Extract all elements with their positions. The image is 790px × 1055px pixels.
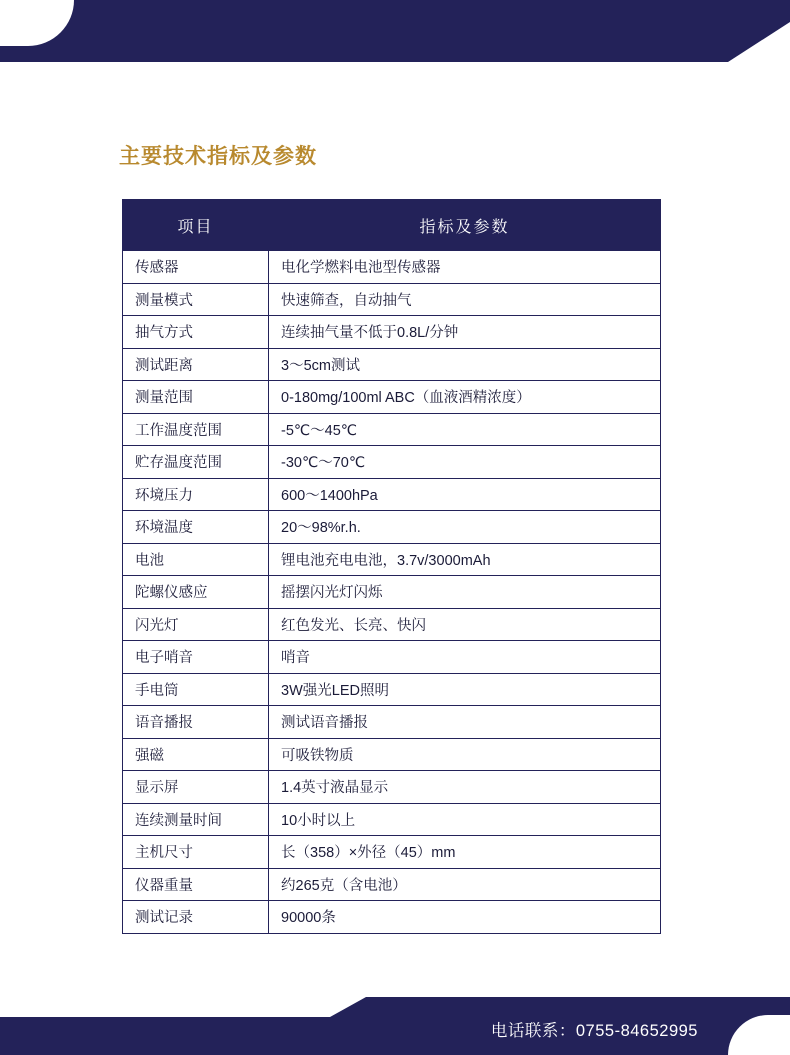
row-value: 90000条 — [269, 901, 661, 934]
table-row — [123, 868, 661, 901]
row-label: 连续测量时间 — [123, 803, 269, 836]
table-row — [123, 283, 661, 316]
page-title: 主要技术指标及参数 — [119, 145, 317, 168]
table-header-row — [123, 200, 661, 251]
row-label: 仪器重量 — [123, 868, 269, 901]
row-value: 约265克（含电池） — [269, 868, 661, 901]
row-value: 摇摆闪光灯闪烁 — [269, 576, 661, 609]
row-label: 主机尺寸 — [123, 836, 269, 869]
row-value: 长（358）×外径（45）mm — [269, 836, 661, 869]
contact-phone: 电话联系：0755-84652995 — [490, 1022, 698, 1040]
row-label: 贮存温度范围 — [123, 446, 269, 479]
table-row — [123, 381, 661, 414]
row-value: 锂电池充电电池，3.7v/3000mAh — [269, 543, 661, 576]
row-label: 陀螺仪感应 — [123, 576, 269, 609]
row-label: 强磁 — [123, 738, 269, 771]
column-header-value: 指标及参数 — [269, 200, 661, 251]
row-value: 600～1400hPa — [269, 478, 661, 511]
row-label: 环境压力 — [123, 478, 269, 511]
table-row — [123, 251, 661, 284]
row-value: -5℃～45℃ — [269, 413, 661, 446]
table-row — [123, 803, 661, 836]
top-decorative-band — [0, 0, 790, 62]
row-value: 20～98%r.h. — [269, 511, 661, 544]
row-value: 0-180mg/100ml ABC（血液酒精浓度） — [269, 381, 661, 414]
top-band-inner — [0, 0, 790, 62]
row-label: 工作温度范围 — [123, 413, 269, 446]
row-value: 3W强光LED照明 — [269, 673, 661, 706]
table-row — [123, 901, 661, 934]
row-label: 手电筒 — [123, 673, 269, 706]
row-label: 测试记录 — [123, 901, 269, 934]
row-value: 红色发光、长亮、快闪 — [269, 608, 661, 641]
row-label: 传感器 — [123, 251, 269, 284]
specifications-table — [122, 199, 661, 934]
row-label: 抽气方式 — [123, 316, 269, 349]
row-label: 语音播报 — [123, 706, 269, 739]
table-row — [123, 641, 661, 674]
table-row — [123, 608, 661, 641]
row-label: 闪光灯 — [123, 608, 269, 641]
row-label: 环境温度 — [123, 511, 269, 544]
row-label: 电池 — [123, 543, 269, 576]
row-value: 可吸铁物质 — [269, 738, 661, 771]
table-row — [123, 413, 661, 446]
row-value: 3～5cm测试 — [269, 348, 661, 381]
table-row — [123, 348, 661, 381]
row-value: 1.4英寸液晶显示 — [269, 771, 661, 804]
row-label: 测试距离 — [123, 348, 269, 381]
table-body — [123, 251, 661, 934]
row-value: 测试语音播报 — [269, 706, 661, 739]
table-row — [123, 836, 661, 869]
table-row — [123, 576, 661, 609]
table-row — [123, 706, 661, 739]
table-row — [123, 511, 661, 544]
table-row — [123, 478, 661, 511]
row-value: 10小时以上 — [269, 803, 661, 836]
table-row — [123, 738, 661, 771]
table-row — [123, 771, 661, 804]
table-row — [123, 316, 661, 349]
row-value: 快速筛查，自动抽气 — [269, 283, 661, 316]
row-label: 测量范围 — [123, 381, 269, 414]
table-row — [123, 446, 661, 479]
table-row — [123, 543, 661, 576]
row-value: 电化学燃料电池型传感器 — [269, 251, 661, 284]
table-row — [123, 673, 661, 706]
row-label: 电子哨音 — [123, 641, 269, 674]
row-value: 连续抽气量不低于0.8L/分钟 — [269, 316, 661, 349]
row-value: -30℃～70℃ — [269, 446, 661, 479]
row-value: 哨音 — [269, 641, 661, 674]
row-label: 显示屏 — [123, 771, 269, 804]
column-header-item: 项目 — [123, 200, 269, 251]
row-label: 测量模式 — [123, 283, 269, 316]
